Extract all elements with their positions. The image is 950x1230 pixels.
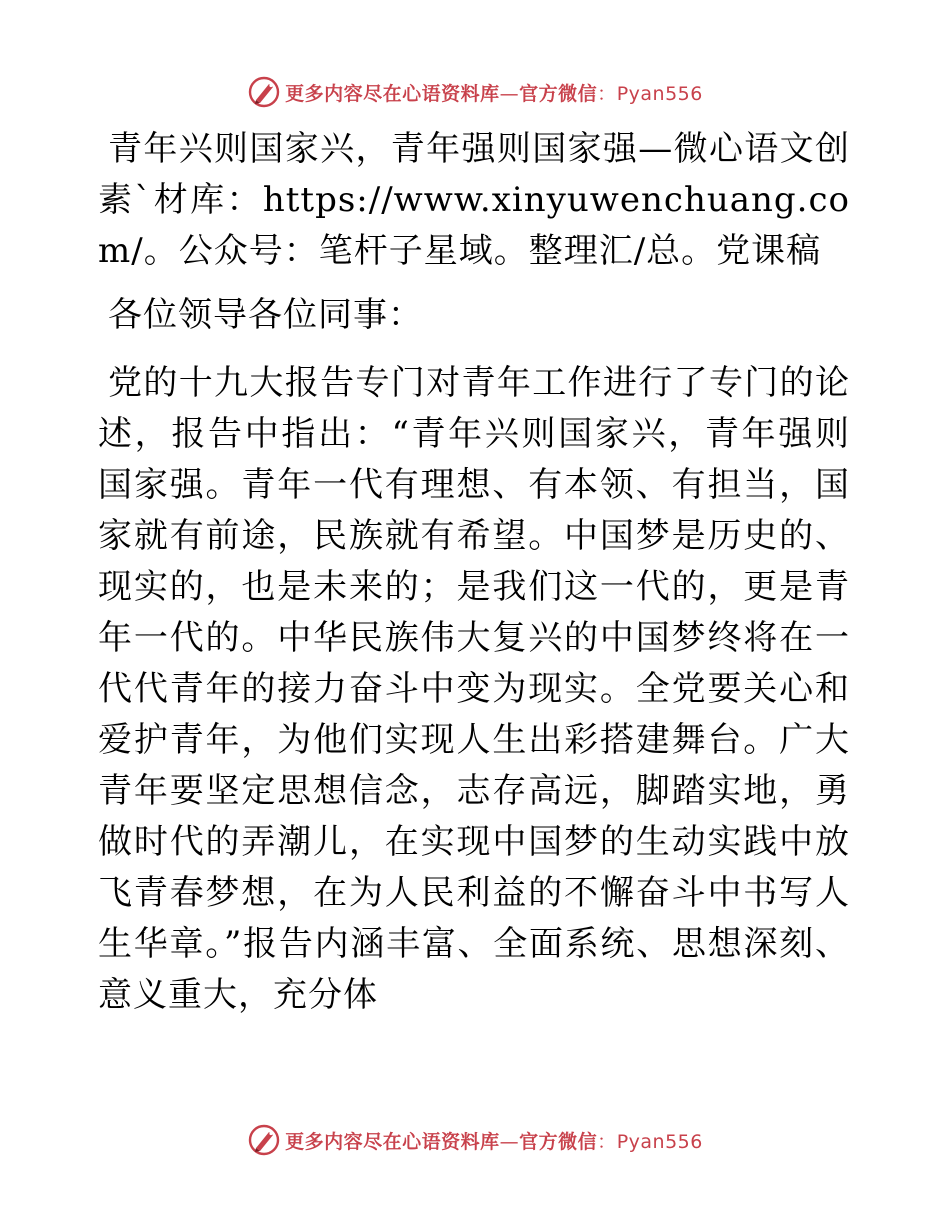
pen-logo-icon [247,1123,281,1157]
document-content [98,124,850,1021]
banner-text [285,1127,703,1154]
banner-wechat-id: Pyan556 [616,1130,703,1153]
title-paragraph: 青年兴则国家兴，青年强则国家强—微心语文创素`材库：https://www.xinyuwenchuang.com/。公众号：笔杆子星域。整理汇/总。党课稿 [98,129,850,271]
banner-text [285,79,703,106]
banner-dash: — [499,1130,520,1153]
body-paragraph: 党的十九大报告专门对青年工作进行了专门的论述，报告中指出：“青年兴则国家兴，青年强则国家强。青年一代有理想、有本领、有担当，国家就有前途，民族就有希望。中国梦是历史的、现实的，也是未来的；是我们这一代的，更是青年一代的。中华民族伟大复兴的中国梦终将在一代代青年的接力奋斗中变为现实。全党要关心和爱护青年，为他们实现人生出彩搭建舞台。广大青年要坚定思想信念，志存高远，脚踏实地，勇做时代的弄潮儿，在实现中国梦的生动实践中放飞青春梦想，在为人民利益的不懈奋斗中书写人生华章。”报告内涵丰富、全面系统、思想深刻、意义重大，充分体 [98,363,850,1015]
banner-wechat-id: Pyan556 [616,82,703,105]
header-banner [0,72,950,112]
banner-main-text: 更多内容尽在心语资料库 [285,82,500,105]
banner-dash: — [499,82,520,105]
banner-main-text: 更多内容尽在心语资料库 [285,1130,500,1153]
greeting-paragraph: 各位领导各位同事： [108,295,423,335]
banner-separator: ： [597,82,617,105]
banner-separator: ： [597,1130,617,1153]
pen-logo-icon [247,75,281,109]
footer-banner [0,1120,950,1160]
banner-contact-label: 官方微信 [519,1130,598,1153]
banner-contact-label: 官方微信 [519,82,598,105]
